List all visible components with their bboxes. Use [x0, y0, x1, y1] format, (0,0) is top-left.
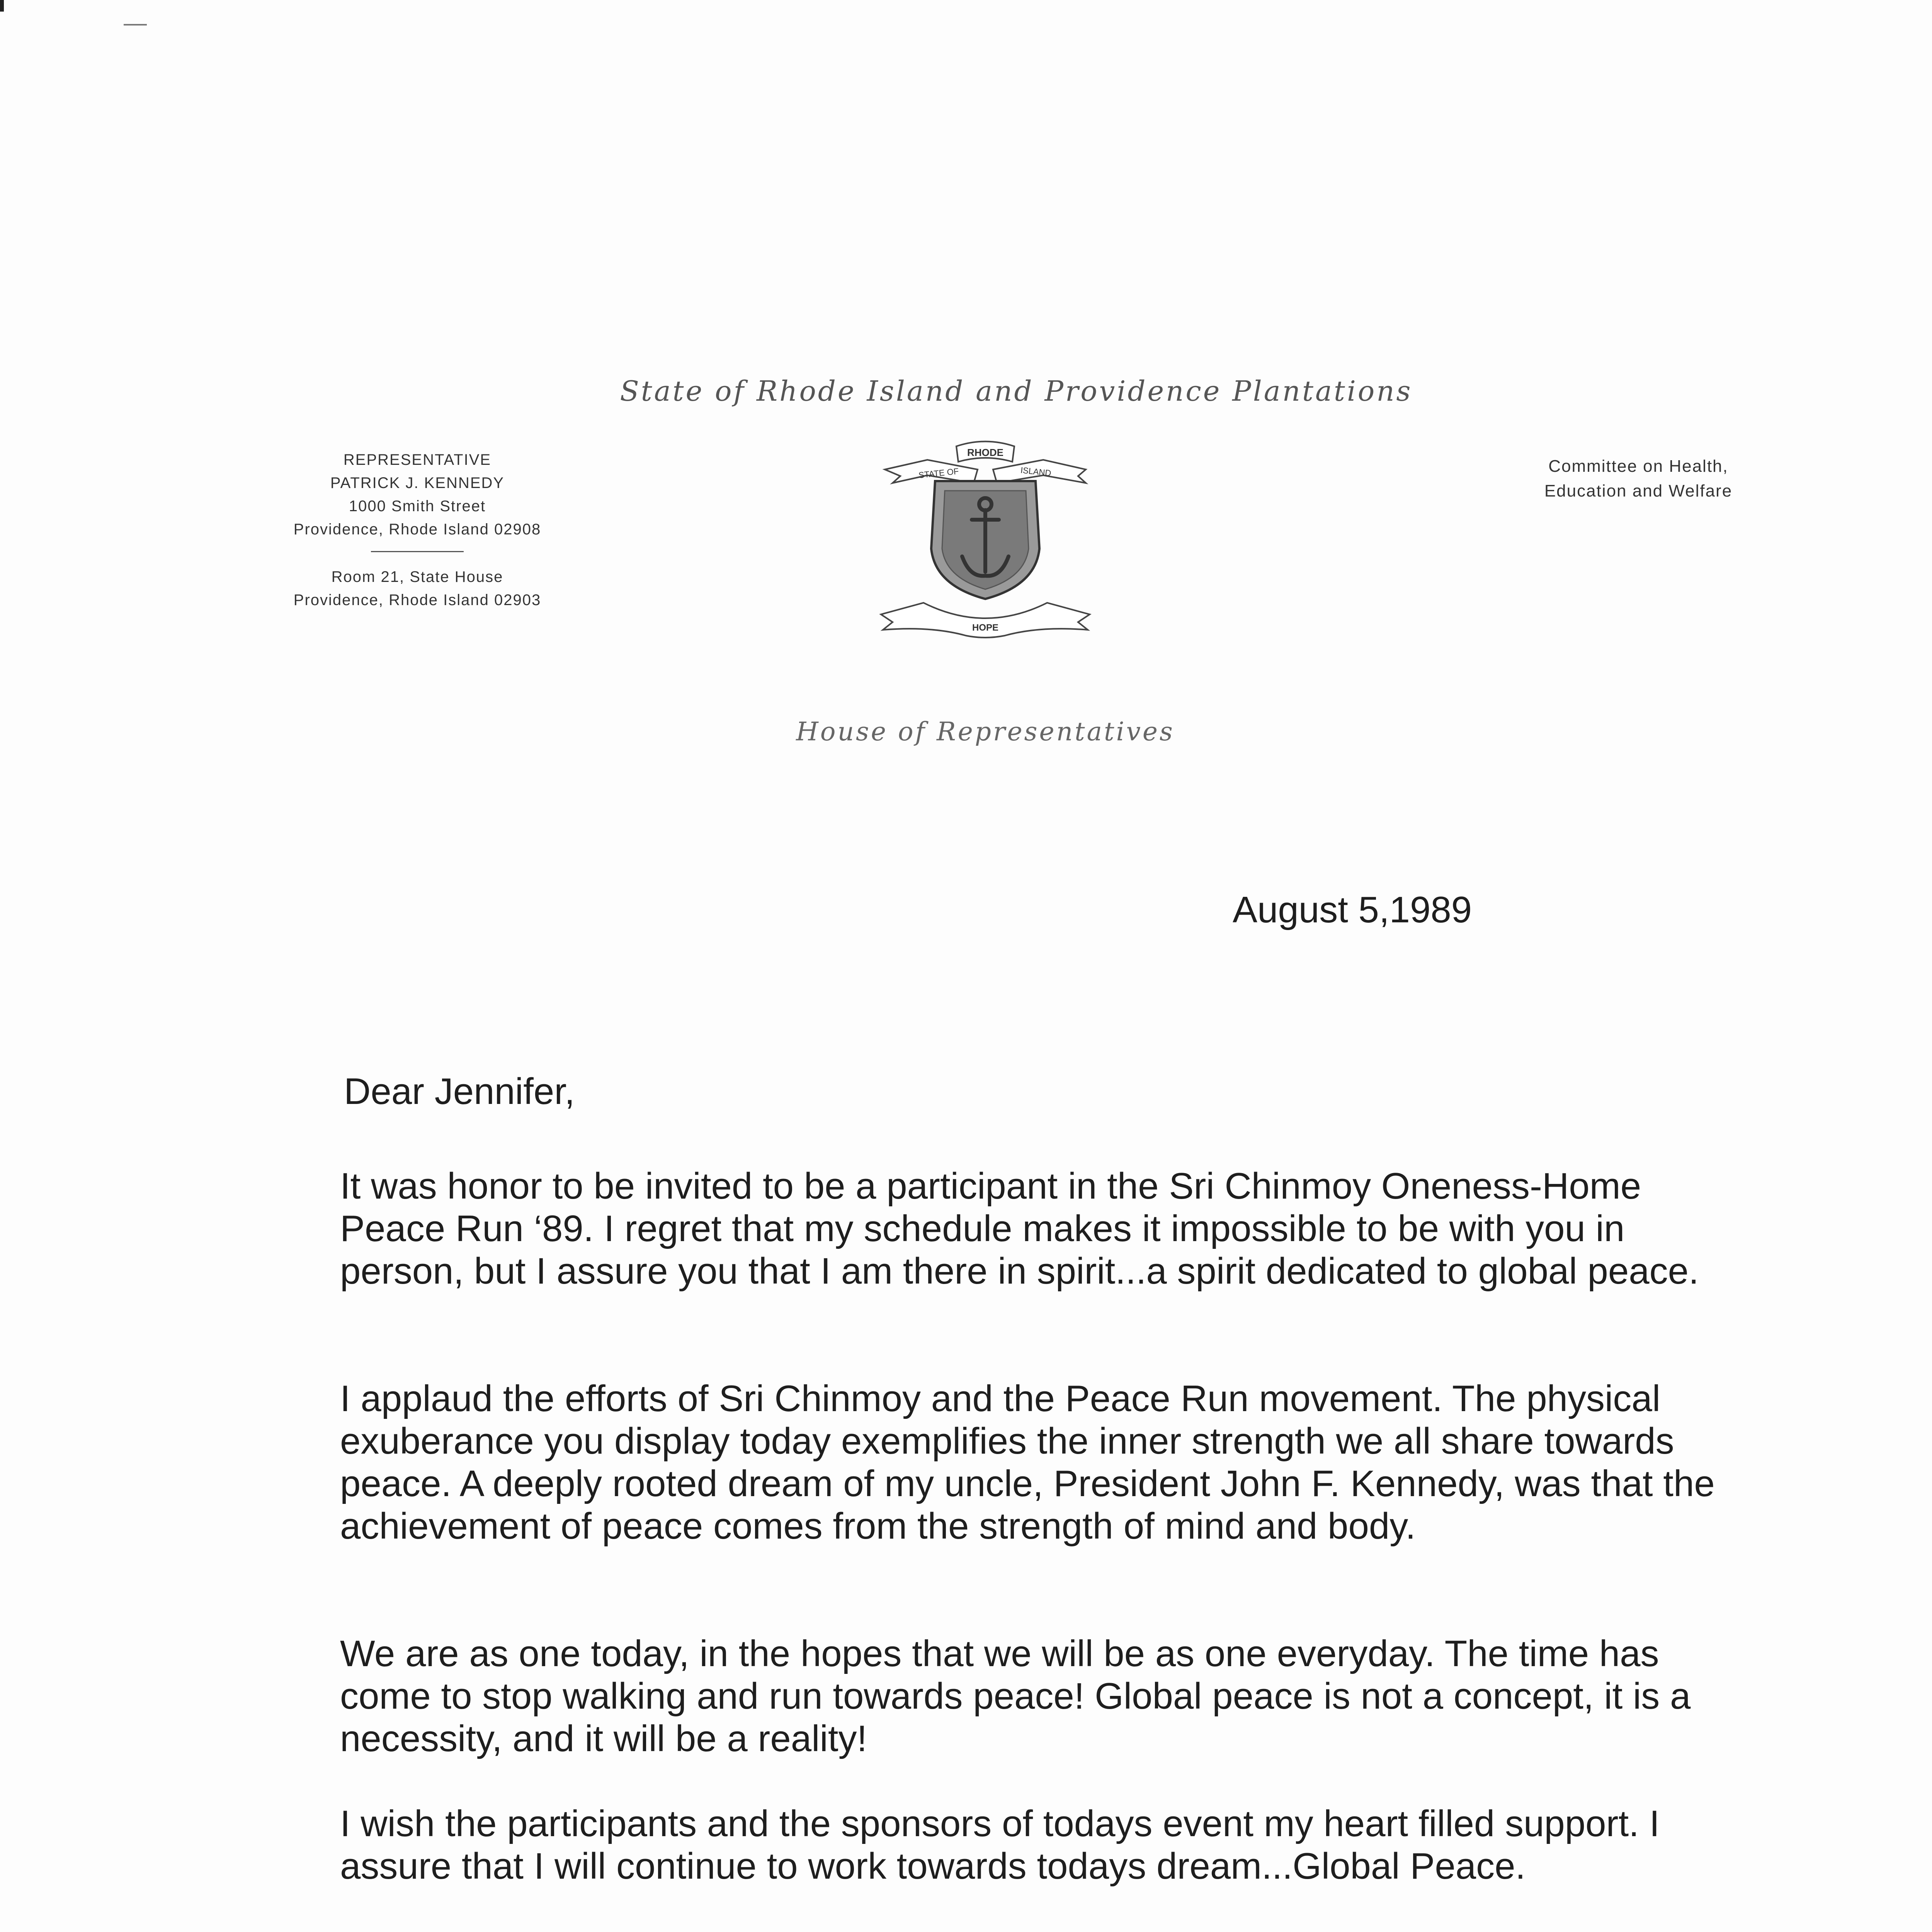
salutation: Dear Jennifer,: [344, 1071, 575, 1112]
body-paragraph: We are as one today, in the hopes that we will be as one everyday. The time has come to stop walking and run towards peace! Global peace is not a concept, it is a necessity, and it will be a reality!: [340, 1633, 1691, 1759]
letter-date: August 5,1989: [1233, 889, 1472, 930]
representative-address-block: [216, 448, 618, 612]
representative-name: PATRICK J. KENNEDY: [330, 474, 505, 492]
representative-role: REPRESENTATIVE: [343, 451, 492, 468]
scan-edge-mark: [0, 0, 4, 12]
home-city: Providence, Rhode Island 02908: [293, 521, 541, 538]
committee-line-1: Committee on Health,: [1548, 457, 1728, 476]
scan-smudge: [124, 24, 147, 26]
seal-right-ribbon-text: ISLAND: [1020, 465, 1052, 478]
committee-line-2: Education and Welfare: [1544, 481, 1733, 500]
letterhead-state-title: State of Rhode Island and Providence Plantations: [620, 375, 1413, 407]
seal-top-ribbon-text: RHODE: [967, 447, 1003, 458]
body-paragraph: I applaud the efforts of Sri Chinmoy and the Peace Run movement. The physical exuberance you display today exemplifies the inner strength we all share towards peace. A deeply rooted dream of my uncle, President John F. Kennedy, was that the achievement of peace comes from the strength of mind and body.: [340, 1378, 1715, 1547]
committee-block: [1492, 454, 1785, 503]
body-paragraph: It was honor to be invited to be a participant in the Sri Chinmoy Oneness-Home Peace Run ‘89. I regret that my schedule makes it impossible to be with you in person, but I assure you that I am there in spirit...a spirit dedicated to global peace.: [340, 1165, 1699, 1292]
office-city: Providence, Rhode Island 02903: [293, 592, 541, 609]
house-of-representatives-title: House of Representatives: [796, 717, 1175, 747]
state-seal: [877, 433, 1094, 641]
address-divider: [371, 551, 464, 552]
body-paragraph: I wish the participants and the sponsors of todays event my heart filled support. I assure that I will continue to work towards todays dream...Global Peace.: [340, 1803, 1660, 1887]
seal-bottom-ribbon-text: HOPE: [972, 622, 999, 633]
office-room: Room 21, State House: [331, 568, 503, 585]
seal-left-ribbon-text: STATE OF: [918, 466, 959, 480]
home-street: 1000 Smith Street: [349, 498, 486, 515]
